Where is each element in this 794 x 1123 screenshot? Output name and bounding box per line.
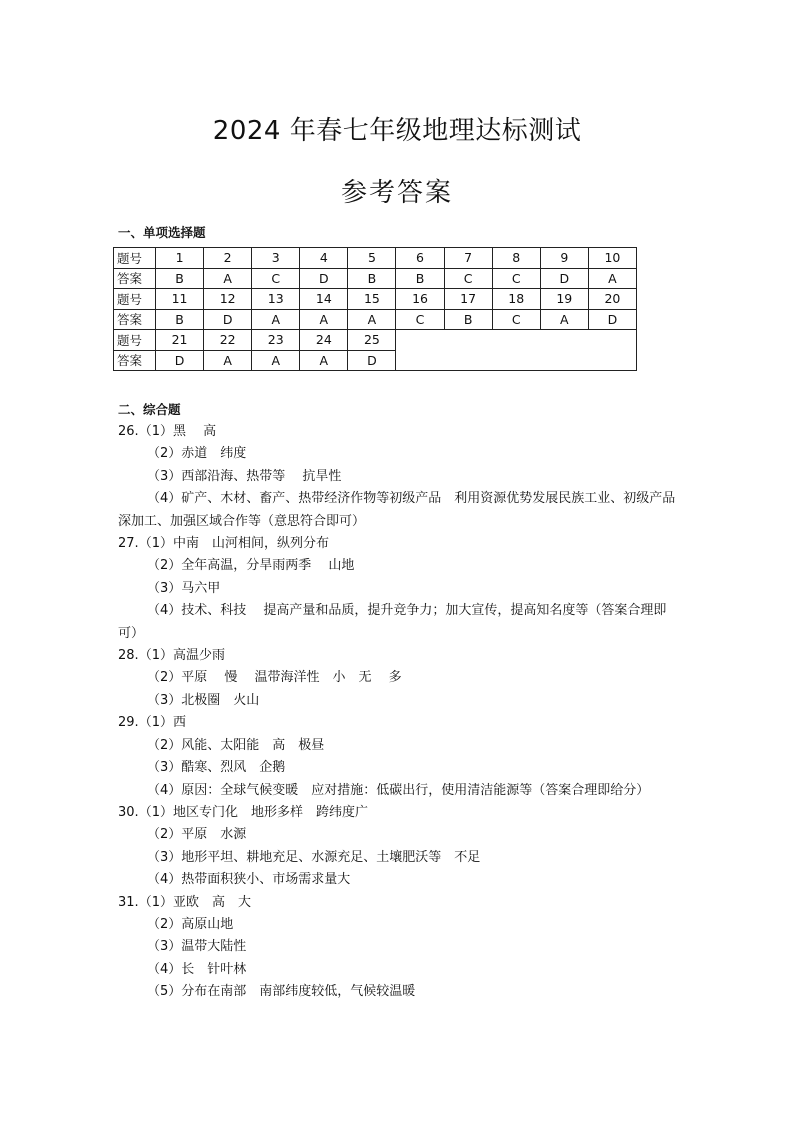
answer-cell: D <box>204 309 252 330</box>
question-number: 16 <box>396 289 444 310</box>
answer-line: （4）矿产、木材、畜产、热带经济作物等初级产品 利用资源优势发展民族工业、初级产品深加工、加强区域合作等（意思符合即可） <box>118 491 676 529</box>
answer-text: （1）西 <box>138 715 186 731</box>
answer-line <box>118 712 678 734</box>
answer-table <box>113 247 637 371</box>
table-row <box>114 289 637 310</box>
question-number: 4 <box>300 248 348 269</box>
answer-line <box>118 802 678 824</box>
answer-cell: D <box>156 350 204 371</box>
answer-cell: A <box>204 268 252 289</box>
question-number: 14 <box>300 289 348 310</box>
answer-cell: D <box>540 268 588 289</box>
question-number: 11 <box>156 289 204 310</box>
row-label: 答案 <box>114 309 156 330</box>
question-label: 29. <box>118 715 139 731</box>
empty-cell <box>396 330 637 371</box>
question-number: 21 <box>156 330 204 351</box>
question-label: 26. <box>118 424 139 439</box>
row-label: 答案 <box>114 268 156 289</box>
question-number: 8 <box>492 248 540 269</box>
question-number: 24 <box>300 330 348 351</box>
answer-cell: A <box>300 309 348 330</box>
answer-line: （5）分布在南部 南部纬度较低，气候较温暖 <box>147 984 416 1000</box>
answer-line: （2）赤道 纬度 <box>147 446 247 462</box>
answer-cell: D <box>588 309 636 330</box>
question-number: 2 <box>204 248 252 269</box>
question-number: 1 <box>156 248 204 269</box>
answer-cell: A <box>252 350 300 371</box>
answer-list <box>118 421 678 1004</box>
row-label: 题号 <box>114 289 156 310</box>
question-label: 27. <box>118 536 139 552</box>
answer-cell: A <box>252 309 300 330</box>
table-row <box>114 330 637 351</box>
row-label: 题号 <box>114 248 156 269</box>
answer-cell: D <box>348 350 396 371</box>
answer-cell: C <box>492 268 540 289</box>
question-number: 5 <box>348 248 396 269</box>
answer-line: （3）西部沿海、热带等 抗旱性 <box>147 468 342 484</box>
question-number: 15 <box>348 289 396 310</box>
answer-line: （2）风能、太阳能 高 极昼 <box>147 737 325 753</box>
answer-cell: A <box>204 350 252 371</box>
answer-cell: D <box>300 268 348 289</box>
row-label: 答案 <box>114 350 156 371</box>
answer-line <box>118 533 678 555</box>
answer-cell: B <box>156 268 204 289</box>
answer-cell: A <box>300 350 348 371</box>
answer-line: （4）原因：全球气候变暖 应对措施：低碳出行，使用清洁能源等（答案合理即给分） <box>147 782 650 798</box>
answer-cell: C <box>252 268 300 289</box>
answer-line: （3）北极圈 火山 <box>147 692 260 708</box>
answer-text: （1）地区专门化 地形多样 跨纬度广 <box>138 804 368 820</box>
section-heading-comprehensive: 二、综合题 <box>118 402 181 417</box>
question-label: 31. <box>118 894 139 910</box>
answer-line: （4）技术、科技 提高产量和品质，提升竞争力；加大宣传，提高知名度等（答案合理即可） <box>118 603 667 641</box>
question-number: 3 <box>252 248 300 269</box>
answer-text: （1）高温少雨 <box>138 648 225 664</box>
question-number: 22 <box>204 330 252 351</box>
table-row <box>114 248 637 269</box>
answer-line: （4）长 针叶林 <box>147 961 247 977</box>
answer-line: （2）平原 慢 温带海洋性 小 无 多 <box>147 670 402 686</box>
answer-line: （2）高原山地 <box>147 916 234 932</box>
answer-line: （3）马六甲 <box>147 580 221 596</box>
question-number: 13 <box>252 289 300 310</box>
question-number: 18 <box>492 289 540 310</box>
answer-cell: A <box>588 268 636 289</box>
page-title: 2024 年春七年级地理达标测试 <box>212 116 582 146</box>
answer-text: （1）中南 山河相间，纵列分布 <box>138 536 329 552</box>
answer-cell: B <box>396 268 444 289</box>
question-number: 7 <box>444 248 492 269</box>
answer-line <box>118 645 678 667</box>
question-number: 19 <box>540 289 588 310</box>
answer-text: （1）亚欧 高 大 <box>138 894 251 910</box>
answer-line <box>118 892 678 914</box>
question-number: 23 <box>252 330 300 351</box>
question-number: 6 <box>396 248 444 269</box>
answer-cell: A <box>348 309 396 330</box>
question-number: 20 <box>588 289 636 310</box>
answer-cell: C <box>492 309 540 330</box>
row-label: 题号 <box>114 330 156 351</box>
answer-text: （1）黑 高 <box>138 424 217 439</box>
question-number: 12 <box>204 289 252 310</box>
answer-line: （3）地形平坦、耕地充足、水源充足、土壤肥沃等 不足 <box>147 849 481 865</box>
answer-cell: C <box>396 309 444 330</box>
question-number: 17 <box>444 289 492 310</box>
answer-line: （3）酷寒、烈风 企鹅 <box>147 760 286 776</box>
answer-cell: B <box>156 309 204 330</box>
table-row <box>114 268 637 289</box>
question-number: 10 <box>588 248 636 269</box>
answer-cell: B <box>444 309 492 330</box>
answer-line <box>118 421 678 443</box>
page-subtitle: 参考答案 <box>340 178 453 208</box>
answer-line: （2）平原 水源 <box>147 827 247 843</box>
answer-cell: C <box>444 268 492 289</box>
question-number: 25 <box>348 330 396 351</box>
question-number: 9 <box>540 248 588 269</box>
question-label: 30. <box>118 804 139 820</box>
answer-line: （3）温带大陆性 <box>147 939 247 955</box>
question-label: 28. <box>118 648 139 664</box>
answer-line: （4）热带面积狭小、市场需求量大 <box>147 872 351 888</box>
answer-cell: A <box>540 309 588 330</box>
section-heading-choice: 一、单项选择题 <box>118 225 206 240</box>
answer-line: （2）全年高温，分旱雨两季 山地 <box>147 558 355 574</box>
table-row <box>114 309 637 330</box>
answer-cell: B <box>348 268 396 289</box>
